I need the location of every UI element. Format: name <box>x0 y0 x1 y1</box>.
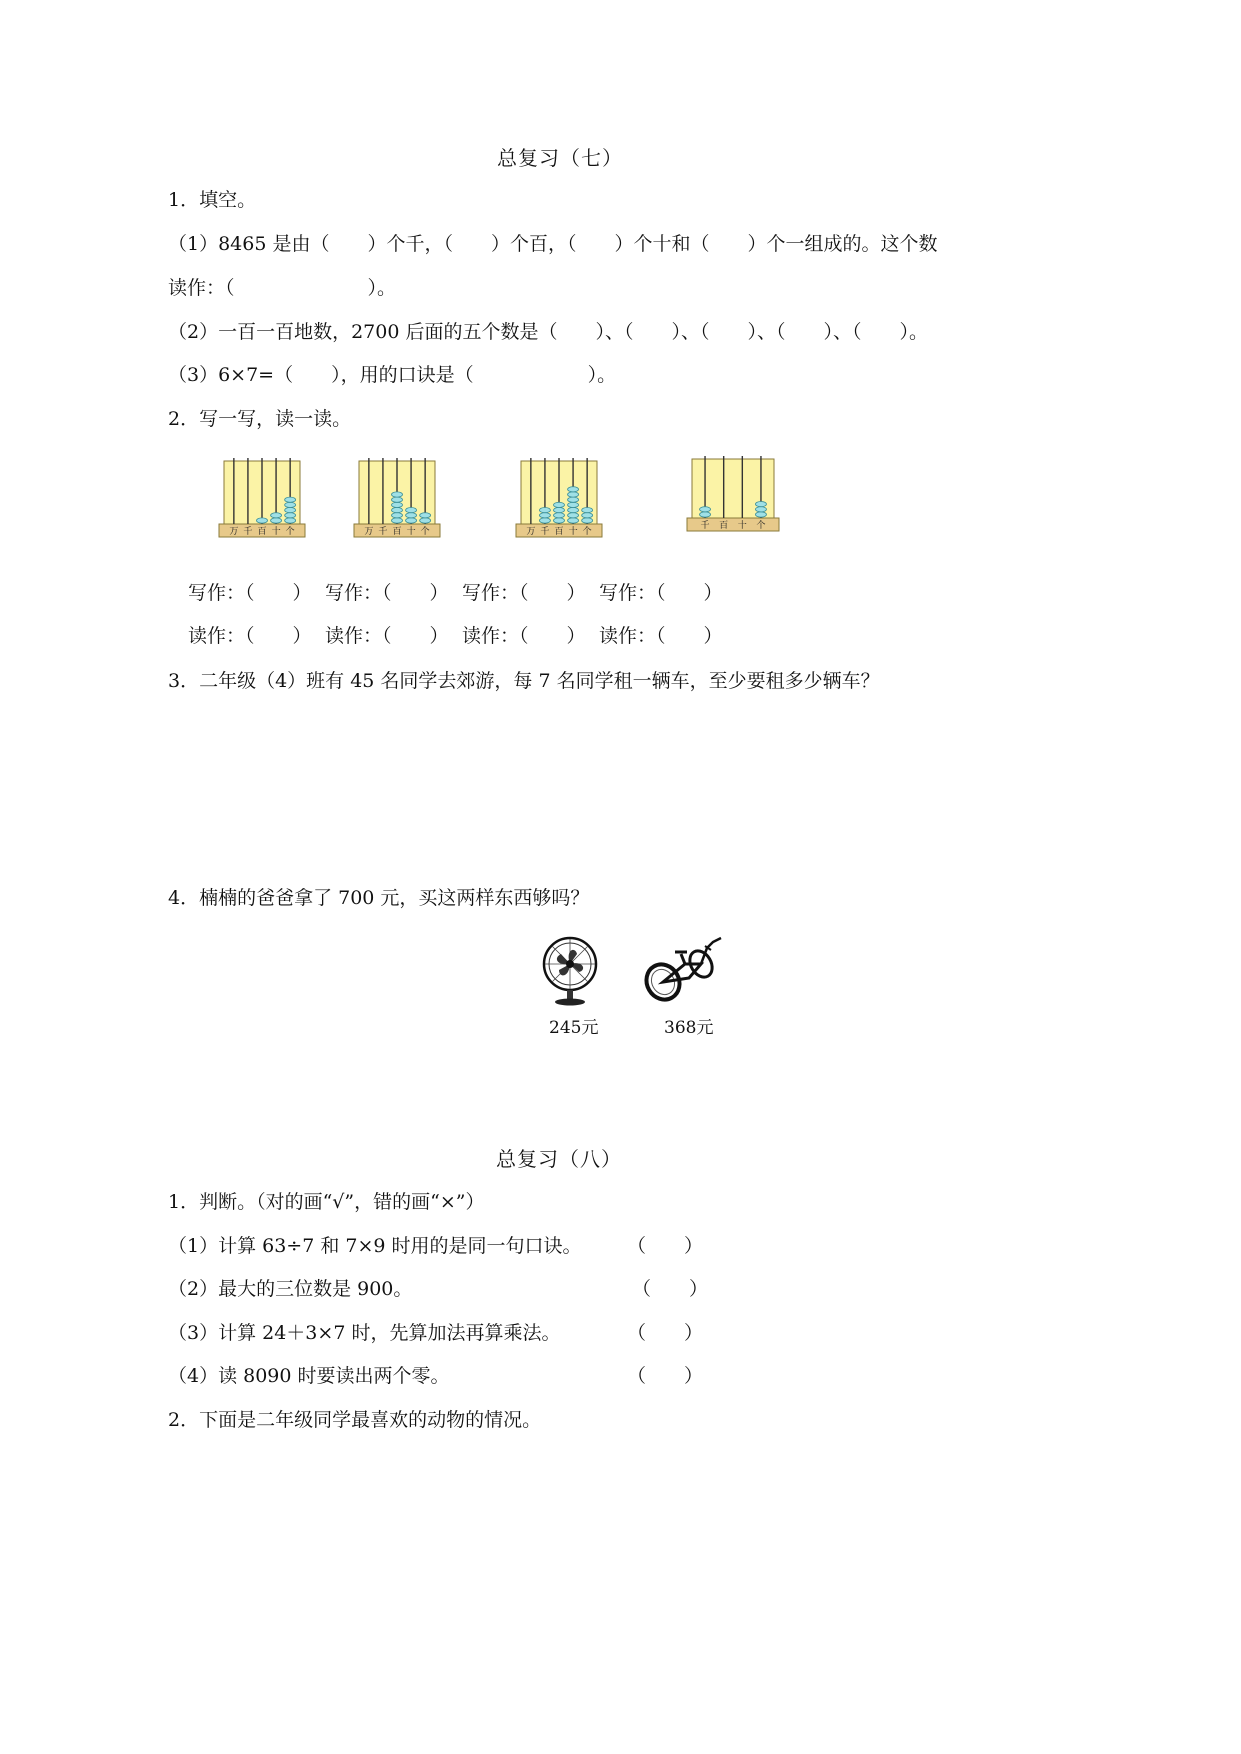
abacus-place-label: 万 <box>526 527 536 537</box>
abacus-bead <box>392 513 403 518</box>
judge-item-4: （4）读 8090 时要读出两个零。 <box>168 1365 450 1387</box>
abacus-bead <box>257 518 268 523</box>
abacus-bead <box>285 502 296 507</box>
abacus-bead <box>568 487 579 492</box>
abacus-place-label: 个 <box>420 527 430 537</box>
abacus-bead <box>406 513 417 518</box>
review7-q1-part1-line2: 读作：（ ）。 <box>168 277 397 299</box>
abacus-bead <box>539 513 550 518</box>
abacus-bead <box>406 518 417 523</box>
review8-q2: 2．下面是二年级同学最喜欢的动物的情况。 <box>168 1409 542 1431</box>
abacus-place-label: 百 <box>257 527 267 537</box>
review7-q1-heading: 1．填空。 <box>168 189 257 211</box>
abacus-place-label: 千 <box>700 521 710 531</box>
abacus-bead <box>420 513 431 518</box>
abacus-bead <box>539 518 550 523</box>
abacus-bead <box>285 497 296 502</box>
abacus-place-label: 个 <box>285 527 295 537</box>
review7-q4: 4．楠楠的爸爸拿了 700 元，买这两样东西够吗？ <box>168 887 590 909</box>
write-blank-2: 写作：（ ） <box>325 582 449 604</box>
abacus-picture-2 <box>353 458 441 538</box>
review7-q2-heading: 2．写一写，读一读。 <box>168 408 352 430</box>
abacus-bead <box>568 508 579 513</box>
review7-q1-part1-line1: （1）8465 是由（ ）个千，（ ）个百，（ ）个十和（ ）个一组成的。这个数 <box>168 233 938 255</box>
abacus-bead <box>392 508 403 513</box>
abacus-place-label: 十 <box>568 527 578 537</box>
abacus-place-label: 十 <box>737 521 747 531</box>
review8-q1-heading: 1．判断。（对的画“√”，错的画“×”） <box>168 1191 485 1213</box>
abacus-bead <box>392 492 403 497</box>
abacus-bead <box>568 492 579 497</box>
abacus-place-label: 百 <box>554 527 564 537</box>
abacus-picture-3 <box>515 458 603 538</box>
abacus-bead <box>755 507 766 512</box>
bicycle-price: 368元 <box>664 1018 714 1038</box>
abacus-bead <box>392 502 403 507</box>
abacus-bead <box>755 512 766 517</box>
abacus-place-label: 十 <box>271 527 281 537</box>
abacus-bead <box>392 497 403 502</box>
write-blank-3: 写作：（ ） <box>462 582 586 604</box>
abacus-bead <box>285 508 296 513</box>
write-blank-4: 写作：（ ） <box>599 582 723 604</box>
electric-fan-icon <box>539 936 601 1006</box>
judge-blank-2: （ ） <box>632 1278 709 1300</box>
judge-item-3: （3）计算 24＋3×7 时，先算加法再算乘法。 <box>168 1322 561 1344</box>
abacus-bead <box>554 513 565 518</box>
abacus-bead <box>568 497 579 502</box>
write-blank-1: 写作：（ ） <box>188 582 312 604</box>
abacus-bead <box>420 518 431 523</box>
abacus-picture-4 <box>686 456 780 532</box>
abacus-bead <box>568 502 579 507</box>
abacus-bead <box>554 508 565 513</box>
abacus-bead <box>285 518 296 523</box>
abacus-place-label: 万 <box>229 527 239 537</box>
judge-blank-1: （ ） <box>627 1235 704 1257</box>
fan-price: 245元 <box>549 1018 599 1038</box>
abacus-place-label: 百 <box>719 521 729 531</box>
read-blank-1: 读作：（ ） <box>188 625 312 647</box>
abacus-place-label: 十 <box>406 527 416 537</box>
abacus-bead <box>539 508 550 513</box>
abacus-bead <box>285 513 296 518</box>
abacus-bead <box>554 518 565 523</box>
judge-blank-3: （ ） <box>627 1322 704 1344</box>
abacus-bead <box>392 518 403 523</box>
abacus-place-label: 百 <box>392 527 402 537</box>
abacus-place-label: 千 <box>540 527 550 537</box>
abacus-bead <box>568 513 579 518</box>
judge-item-2: （2）最大的三位数是 900。 <box>168 1278 413 1300</box>
abacus-bead <box>271 518 282 523</box>
review7-q1-part2: （2）一百一百地数，2700 后面的五个数是（ ）、（ ）、（ ）、（ ）、（ ）。 <box>168 321 928 343</box>
read-blank-3: 读作：（ ） <box>462 625 586 647</box>
abacus-bead <box>755 502 766 507</box>
abacus-bead <box>406 508 417 513</box>
review7-q3: 3．二年级（4）班有 45 名同学去郊游，每 7 名同学租一辆车，至少要租多少辆车？ <box>168 670 880 692</box>
abacus-bead <box>271 513 282 518</box>
abacus-picture-1 <box>218 458 306 538</box>
review8-title: 总复习（八） <box>496 1147 622 1171</box>
abacus-place-label: 个 <box>582 527 592 537</box>
review7-q1-part3: （3）6×7=（ ），用的口诀是（ ）。 <box>168 364 617 386</box>
read-blank-4: 读作：（ ） <box>599 625 723 647</box>
abacus-bead <box>568 518 579 523</box>
abacus-bead <box>582 513 593 518</box>
abacus-place-label: 万 <box>364 527 374 537</box>
bicycle-icon <box>641 934 725 1004</box>
abacus-place-label: 千 <box>243 527 253 537</box>
abacus-place-label: 个 <box>756 521 766 531</box>
judge-item-1: （1）计算 63÷7 和 7×9 时用的是同一句口诀。 <box>168 1235 582 1257</box>
review7-title: 总复习（七） <box>497 146 623 170</box>
judge-blank-4: （ ） <box>627 1365 704 1387</box>
abacus-bead <box>582 508 593 513</box>
abacus-bead <box>554 502 565 507</box>
read-blank-2: 读作：（ ） <box>325 625 449 647</box>
abacus-bead <box>700 512 711 517</box>
abacus-bead <box>582 518 593 523</box>
abacus-place-label: 千 <box>378 527 388 537</box>
abacus-bead <box>700 507 711 512</box>
